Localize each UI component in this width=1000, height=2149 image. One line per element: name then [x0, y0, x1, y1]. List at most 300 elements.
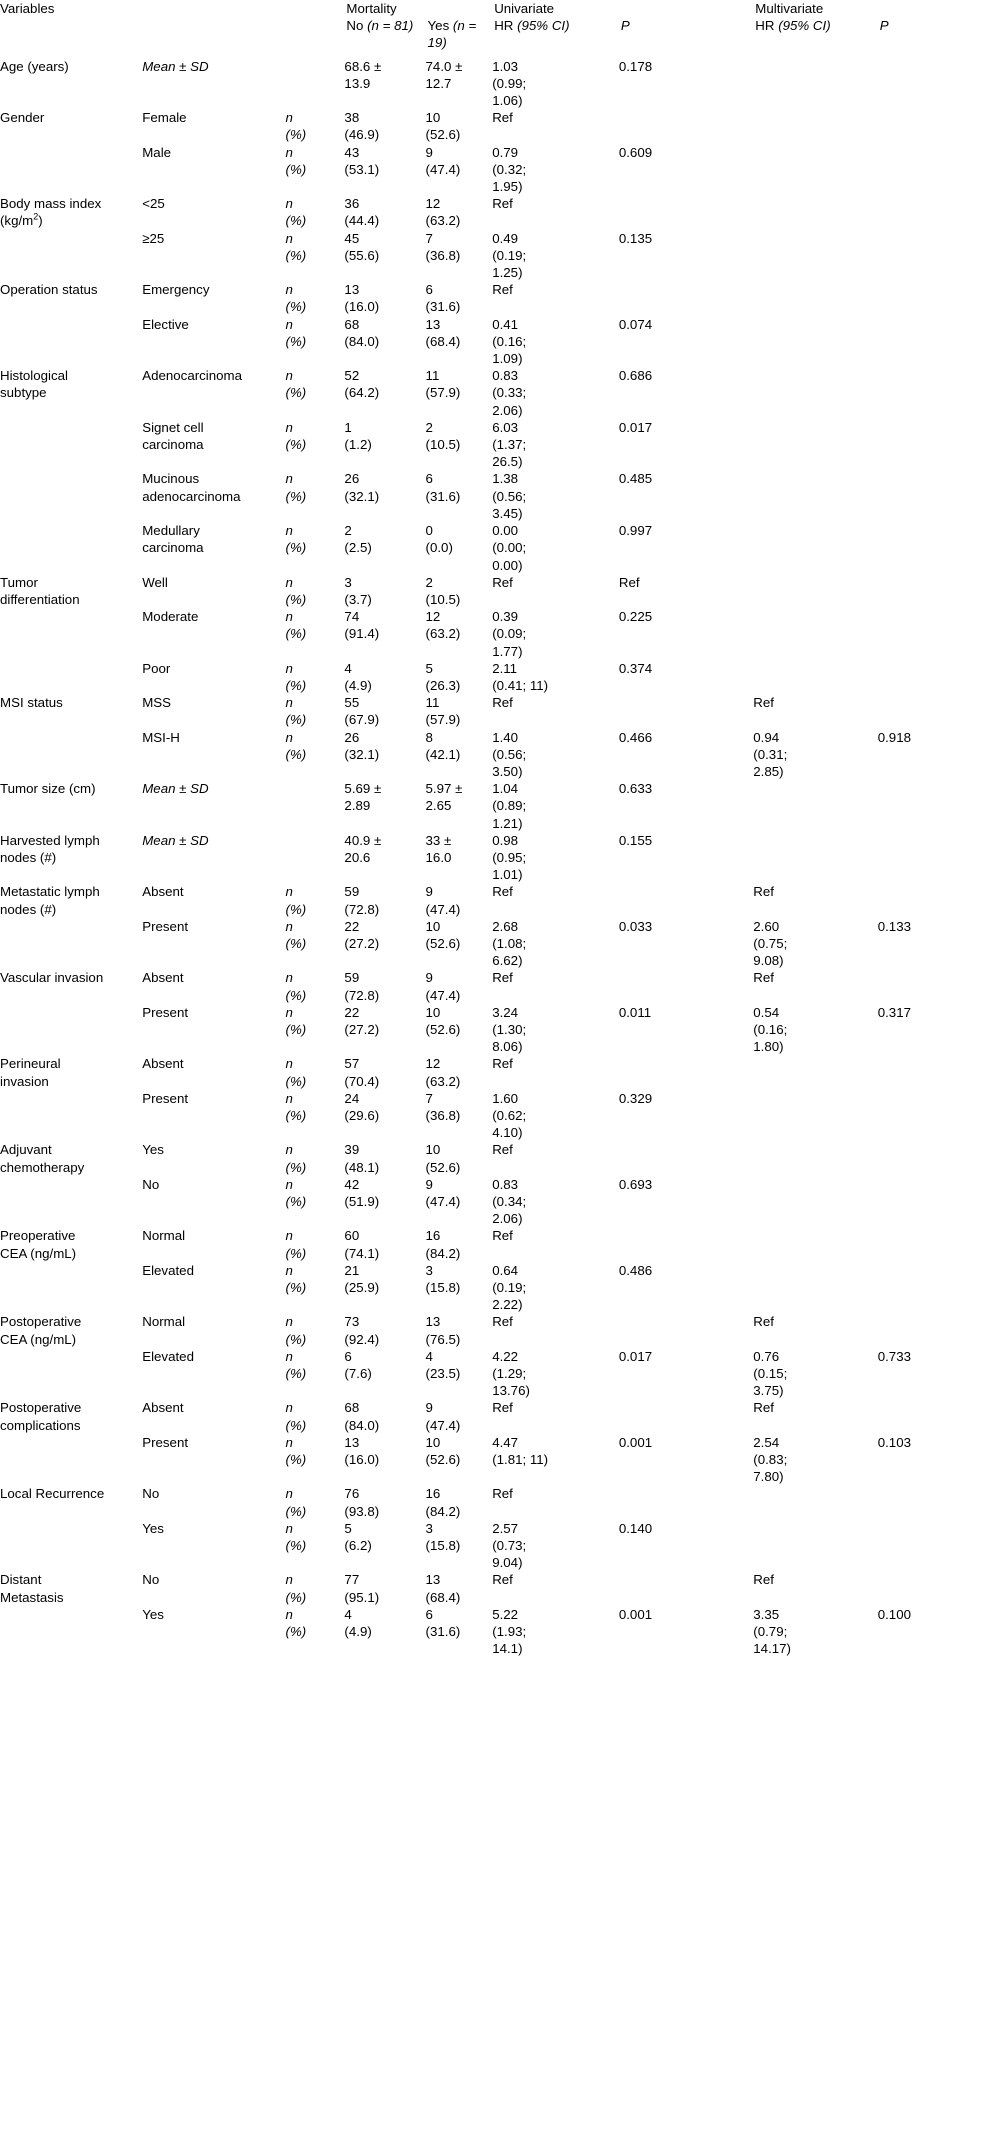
table-row-cont [0, 539, 1000, 556]
cell-multivariate-ci-lo [753, 436, 877, 453]
row-variable-name-line2 [0, 1365, 142, 1382]
row-spacer-mp [878, 350, 1000, 367]
cell-multivariate-p-blank [878, 436, 1000, 453]
row-variable-name: Local Recurrence [0, 1486, 105, 1502]
row-stat-label-n: n [285, 1400, 293, 1416]
table-row-cont [0, 1503, 1000, 1520]
row-stat-label-pct: (%) [285, 1108, 307, 1123]
row-category-label: Absent [142, 970, 184, 986]
cell-univariate-p: 0.140 [618, 1520, 653, 1536]
row-stat-label-n: n [285, 1520, 293, 1536]
cell-univariate-ci-hi: 3.45) [492, 505, 523, 521]
cell-multivariate-hr: Ref [753, 970, 774, 986]
cell-mortality-yes: 12 [425, 196, 441, 212]
cell-univariate-ci-lo: (0.09; [492, 626, 527, 642]
row-spacer-var [0, 402, 142, 419]
row-variable-name-line2 [0, 161, 142, 178]
row-variable-name [0, 1606, 142, 1623]
cell-mortality-yes-pct: (42.1) [425, 746, 461, 762]
row-spacer-mp [878, 1468, 1000, 1485]
header-univariate-hr-label: HR [494, 18, 518, 34]
cell-univariate-hr: Ref [492, 574, 513, 590]
cell-univariate-hr: 5.22 [492, 1606, 519, 1622]
cell-mortality-no: 38 [344, 110, 360, 126]
row-spacer-stat [286, 763, 345, 780]
cell-multivariate-p-blank [878, 591, 1000, 608]
table-row [0, 1348, 1000, 1365]
cell-multivariate-p [878, 1227, 1000, 1244]
row-spacer-no [344, 557, 425, 574]
row-variable-name: Operation status [0, 282, 98, 298]
cell-univariate-ci-hi: 26.5) [492, 454, 523, 470]
row-variable-name-line2 [0, 539, 142, 556]
row-stat-label-pct: (%) [285, 1624, 307, 1640]
row-spacer-var [0, 1210, 142, 1227]
row-spacer-up [619, 1382, 753, 1399]
row-spacer-stat [286, 1468, 345, 1485]
cell-univariate-ci-hi: 1.95) [492, 179, 523, 195]
row-spacer-no [344, 92, 425, 109]
row-variable-name-line2 [0, 677, 142, 694]
row-stat-label-pct: (%) [285, 1417, 307, 1433]
row-spacer-var [0, 763, 142, 780]
row-stat-label-pct: (%) [285, 901, 307, 917]
table-row-cont [0, 488, 1000, 505]
cell-mortality-no: 36 [344, 196, 360, 212]
row-stat-label-n: n [285, 144, 293, 160]
cell-univariate-ci-lo: (0.73; [492, 1538, 527, 1554]
row-variable-name: Body mass index [0, 196, 102, 212]
row-variable-name: MSI status [0, 695, 63, 711]
header-mortality-yes-label: Yes [427, 18, 453, 34]
row-stat-label-n: n [285, 110, 293, 126]
cell-univariate-p: 0.329 [618, 1090, 653, 1106]
row-variable-name [0, 608, 142, 625]
row-category-label-line2 [142, 1107, 285, 1124]
cell-univariate-ci-lo: (0.16; [492, 333, 527, 349]
cell-mortality-yes: 11 [425, 695, 440, 711]
cell-multivariate-p-blank [878, 1021, 1000, 1038]
table-row-cont [0, 1107, 1000, 1124]
row-spacer-var [0, 1468, 142, 1485]
cell-mortality-yes-pct: (52.6) [425, 1452, 461, 1468]
cell-univariate-ci-hi: 8.06) [492, 1039, 523, 1055]
cell-univariate-p [619, 281, 753, 298]
row-stat-label-pct: (%) [285, 935, 307, 951]
row-stat-label-pct: (%) [285, 746, 307, 762]
cell-mortality-no: 68 [344, 316, 360, 332]
cell-univariate-ci-lo [492, 1503, 619, 1520]
cell-multivariate-ci-lo [753, 1159, 877, 1176]
row-spacer-mp [878, 1640, 1000, 1657]
row-spacer-stat [286, 350, 345, 367]
cell-multivariate-ci-lo [753, 298, 877, 315]
cell-univariate-p [619, 1227, 753, 1244]
cell-multivariate-hr: 0.76 [753, 1348, 780, 1364]
cell-univariate-p-blank [619, 1073, 753, 1090]
cell-multivariate-ci-hi [753, 402, 877, 419]
cell-univariate-hr: 0.39 [492, 609, 519, 625]
table-row-cont [0, 75, 1000, 92]
cell-multivariate-ci-hi [753, 505, 877, 522]
cell-multivariate-ci-hi [753, 557, 877, 574]
cell-mortality-yes: 16 [425, 1486, 441, 1502]
table-footer [0, 1658, 1000, 1702]
cell-multivariate-ci-lo [753, 539, 877, 556]
header-univariate-hr [492, 17, 619, 57]
cell-univariate-p-blank [619, 797, 753, 814]
cell-univariate-hr: 0.98 [492, 832, 519, 848]
row-stat-label-pct [286, 75, 345, 92]
row-spacer-yes [426, 1124, 493, 1141]
cell-mortality-no: 26 [344, 729, 360, 745]
cell-univariate-p: 0.033 [618, 918, 653, 934]
row-spacer-no [344, 866, 425, 883]
row-stat-label-n: n [285, 316, 293, 332]
row-category-label: Present [142, 1434, 189, 1450]
row-spacer-var [0, 1296, 142, 1313]
cell-univariate-hr: Ref [492, 695, 513, 711]
cell-multivariate-p [878, 1571, 1000, 1588]
cell-univariate-hr: 1.40 [492, 729, 519, 745]
row-spacer-var [0, 453, 142, 470]
cell-univariate-p [619, 883, 753, 900]
cell-multivariate-ci-hi [753, 453, 877, 470]
cell-univariate-ci-hi: 6.62) [492, 953, 523, 969]
row-category-label-line2 [142, 1331, 285, 1348]
cell-mortality-no: 26 [344, 471, 360, 487]
cell-multivariate-hr: Ref [753, 1572, 774, 1588]
cell-mortality-no-pct: (64.2) [344, 385, 380, 401]
cell-multivariate-hr [753, 1090, 877, 1107]
cell-mortality-yes: 9 [425, 884, 433, 900]
row-variable-name [0, 522, 142, 539]
cell-multivariate-p-blank [878, 539, 1000, 556]
cell-univariate-p: 0.074 [618, 316, 653, 332]
cell-mortality-no: 5 [344, 1520, 352, 1536]
cell-univariate-p-blank [619, 247, 753, 264]
cell-multivariate-hr [753, 1485, 877, 1502]
cell-mortality-yes: 33 ± [425, 832, 452, 848]
cell-multivariate-p: 0.733 [877, 1348, 911, 1364]
cell-univariate-p: 0.225 [618, 609, 653, 625]
cell-multivariate-hr [753, 144, 877, 161]
row-category-label: Adenocarcinoma [142, 368, 243, 384]
table-row-cont [0, 797, 1000, 814]
row-stat-label-pct: (%) [285, 299, 307, 315]
row-category-label: No [142, 1486, 160, 1502]
table-row-cont2 [0, 1038, 1000, 1055]
row-category-label: Well [142, 574, 168, 590]
cell-univariate-ci-lo: (0.56; [492, 488, 527, 504]
row-stat-label-n: n [285, 729, 293, 745]
row-spacer-no [344, 402, 425, 419]
row-variable-name [0, 918, 142, 935]
table-body [0, 58, 1000, 1658]
table-row [0, 144, 1000, 161]
row-spacer-no [344, 178, 425, 195]
cell-multivariate-ci-lo [753, 1417, 877, 1434]
cell-multivariate-ci-lo [753, 987, 877, 1004]
cell-mortality-no-pct: (51.9) [344, 1194, 380, 1210]
cell-univariate-ci-lo: (0.56; [492, 746, 527, 762]
table-row-cont [0, 746, 1000, 763]
cell-mortality-yes: 9 [425, 144, 433, 160]
row-variable-name [0, 144, 142, 161]
row-stat-label-n: n [285, 574, 293, 590]
cell-multivariate-p-blank [878, 247, 1000, 264]
cell-multivariate-p: 0.133 [877, 918, 911, 934]
table-row-cont2 [0, 453, 1000, 470]
row-spacer-cat [142, 1038, 285, 1055]
cell-multivariate-p-blank [878, 711, 1000, 728]
cell-univariate-p: 0.609 [618, 144, 653, 160]
cell-mortality-no: 76 [344, 1486, 360, 1502]
cell-univariate-hr: 4.22 [492, 1348, 519, 1364]
row-category-label-line2 [142, 247, 285, 264]
cell-mortality-yes-pct: (47.4) [425, 161, 461, 177]
row-spacer-mp [878, 92, 1000, 109]
table-row-cont [0, 126, 1000, 143]
cell-univariate-p: 0.693 [618, 1176, 653, 1192]
row-spacer-up [619, 763, 753, 780]
cell-mortality-yes-pct: (36.8) [425, 247, 461, 263]
row-variable-name-line2 [0, 797, 142, 814]
cell-univariate-p [619, 109, 753, 126]
row-variable-name-line2: complications [0, 1417, 81, 1433]
cell-univariate-p: 0.017 [618, 419, 653, 435]
cell-mortality-no-pct: 2.89 [344, 798, 371, 814]
table-row-cont2 [0, 1210, 1000, 1227]
cell-multivariate-p-blank [878, 1245, 1000, 1262]
cell-univariate-p [619, 195, 753, 212]
table-row-cont2 [0, 178, 1000, 195]
cell-multivariate-ci-lo [753, 591, 877, 608]
cell-mortality-yes: 10 [425, 918, 441, 934]
cell-multivariate-p-blank [878, 935, 1000, 952]
row-stat-label-n: n [285, 1004, 293, 1020]
cell-multivariate-p [878, 660, 1000, 677]
row-category-label-line2 [142, 591, 285, 608]
row-variable-name-line2 [0, 436, 142, 453]
cell-multivariate-hr [753, 574, 877, 591]
cell-multivariate-ci-hi: 7.80) [753, 1469, 784, 1485]
cell-univariate-ci-lo: (0.41; 11) [492, 677, 549, 693]
row-category-label: Mean ± SD [142, 781, 209, 797]
cell-mortality-yes-pct: (63.2) [425, 213, 461, 229]
cell-multivariate-ci-lo: (0.31; [753, 746, 788, 762]
row-spacer-yes [426, 350, 493, 367]
cell-mortality-no-pct: (27.2) [344, 1021, 380, 1037]
cell-multivariate-p [878, 574, 1000, 591]
row-spacer-no [344, 453, 425, 470]
row-stat-label-pct: (%) [285, 677, 307, 693]
cell-mortality-yes: 6 [425, 1606, 433, 1622]
cell-multivariate-p [878, 969, 1000, 986]
row-spacer-cat [142, 1468, 285, 1485]
cell-mortality-no: 59 [344, 970, 360, 986]
table-row [0, 281, 1000, 298]
row-category-label-line2 [142, 1537, 285, 1554]
row-spacer-stat [286, 453, 345, 470]
cell-univariate-ci-hi: 9.04) [492, 1555, 523, 1571]
cell-univariate-hr: Ref [492, 1400, 513, 1416]
cell-multivariate-ci-hi [753, 264, 877, 281]
cell-multivariate-hr [753, 832, 877, 849]
cell-univariate-p: 0.486 [618, 1262, 653, 1278]
cell-mortality-no: 22 [344, 1004, 360, 1020]
cell-multivariate-p-blank [878, 126, 1000, 143]
table-row-cont [0, 1365, 1000, 1382]
cell-univariate-p: 0.178 [618, 58, 653, 74]
cell-univariate-ci-hi: 1.77) [492, 643, 523, 659]
row-spacer-stat [286, 643, 345, 660]
cell-multivariate-p-blank [878, 333, 1000, 350]
table-row-cont [0, 987, 1000, 1004]
cell-multivariate-hr: Ref [753, 1400, 774, 1416]
row-variable-name [0, 230, 142, 247]
cell-mortality-no: 60 [344, 1228, 360, 1244]
cell-multivariate-ci-lo [753, 797, 877, 814]
cell-multivariate-p-blank [878, 212, 1000, 229]
cell-multivariate-p [878, 1313, 1000, 1330]
row-category-label: Poor [142, 660, 171, 676]
row-variable-name-line2 [0, 1021, 142, 1038]
header-variables: Variables [0, 1, 55, 16]
row-spacer-mp [878, 1038, 1000, 1055]
cell-multivariate-p [878, 144, 1000, 161]
cell-mortality-no-pct: (93.8) [344, 1503, 380, 1519]
row-spacer-mp [878, 1554, 1000, 1571]
cell-mortality-yes: 5 [425, 660, 433, 676]
row-category-label: Yes [142, 1520, 164, 1536]
cell-mortality-yes-pct: (15.8) [425, 1538, 461, 1554]
row-stat-label-pct: (%) [285, 987, 307, 1003]
cell-mortality-yes-pct: (10.5) [425, 591, 461, 607]
row-category-label-line2 [142, 333, 285, 350]
row-spacer-mp [878, 763, 1000, 780]
row-variable-name-line2 [0, 298, 142, 315]
cell-multivariate-p [878, 367, 1000, 384]
row-variable-name [0, 1348, 142, 1365]
cell-mortality-yes-pct: (52.6) [425, 127, 461, 143]
cell-univariate-ci-lo: (0.34; [492, 1194, 527, 1210]
header-univariate-hr-ci: (95% CI) [517, 18, 570, 34]
cell-multivariate-hr [753, 1227, 877, 1244]
row-spacer-yes [426, 1296, 493, 1313]
row-spacer-cat [142, 350, 285, 367]
row-variable-name-line2 [0, 75, 142, 92]
row-stat-label-n: n [285, 523, 293, 539]
cell-multivariate-hr: Ref [753, 884, 774, 900]
row-variable-name [0, 419, 142, 436]
row-stat-label-n: n [285, 368, 293, 384]
cell-multivariate-p [878, 883, 1000, 900]
header-mortality-no-n: (n = 81) [367, 18, 414, 34]
cell-univariate-ci-hi: 1.25) [492, 265, 523, 281]
cell-univariate-ci-hi: 1.21) [492, 815, 523, 831]
row-stat-label-n: n [285, 419, 293, 435]
cell-multivariate-p [878, 419, 1000, 436]
row-variable-name [0, 1434, 142, 1451]
row-spacer-yes [426, 1554, 493, 1571]
table-row [0, 1262, 1000, 1279]
cell-univariate-p-blank [619, 1159, 753, 1176]
cell-multivariate-p-blank [878, 1193, 1000, 1210]
cell-univariate-hr: 6.03 [492, 419, 519, 435]
row-spacer-up [619, 1124, 753, 1141]
row-variable-name: Distant [0, 1572, 42, 1588]
row-spacer-no [344, 952, 425, 969]
cell-multivariate-ci-hi [753, 92, 877, 109]
row-stat-label-pct: (%) [285, 247, 307, 263]
row-spacer-mp [878, 866, 1000, 883]
row-category-label-line2 [142, 1245, 285, 1262]
header-mortality-no-label: No [346, 18, 368, 34]
cell-univariate-p-blank [619, 1503, 753, 1520]
cell-univariate-hr: Ref [492, 110, 513, 126]
cell-mortality-no: 13 [344, 1434, 360, 1450]
header-multivariate-p: P [879, 18, 889, 34]
cell-mortality-no: 68 [344, 1400, 360, 1416]
cell-mortality-no-pct: (3.7) [344, 591, 372, 607]
row-stat-label-n: n [285, 695, 293, 711]
row-stat-label-n: n [285, 196, 293, 212]
cell-mortality-yes: 2 [425, 574, 433, 590]
row-category-label-line2 [142, 987, 285, 1004]
cell-univariate-p-blank [619, 746, 753, 763]
cell-mortality-no-pct: (70.4) [344, 1073, 380, 1089]
cell-multivariate-p-blank [878, 987, 1000, 1004]
table-row-cont [0, 1537, 1000, 1554]
row-spacer-cat [142, 1640, 285, 1657]
table-row-cont [0, 849, 1000, 866]
table-row [0, 1485, 1000, 1502]
cell-univariate-p [619, 1055, 753, 1072]
cell-univariate-hr: 0.83 [492, 1176, 519, 1192]
table-row [0, 1571, 1000, 1588]
row-category-label: Yes [142, 1606, 164, 1622]
cell-multivariate-p [878, 195, 1000, 212]
table-row [0, 832, 1000, 849]
row-variable-name [0, 316, 142, 333]
row-variable-name: Metastatic lymph [0, 884, 100, 900]
cell-mortality-yes-pct: (47.4) [425, 1417, 461, 1433]
table-row [0, 1606, 1000, 1623]
cell-univariate-p-blank [619, 711, 753, 728]
row-stat-label-n: n [285, 1142, 293, 1158]
row-variable-name [0, 1520, 142, 1537]
cell-mortality-no: 52 [344, 368, 360, 384]
cell-univariate-p-blank [619, 1589, 753, 1606]
row-category-label: MSI-H [142, 729, 180, 745]
cell-multivariate-ci-lo [753, 333, 877, 350]
cell-mortality-no-pct: (91.4) [344, 626, 380, 642]
row-stat-label-pct: (%) [285, 1452, 307, 1468]
cell-multivariate-hr [753, 470, 877, 487]
cell-univariate-ci-lo: (0.99; [492, 75, 527, 91]
table-row-cont [0, 1021, 1000, 1038]
cell-mortality-yes: 16 [425, 1228, 441, 1244]
cell-multivariate-ci-lo [753, 1503, 877, 1520]
cell-univariate-p [619, 1485, 753, 1502]
cell-multivariate-ci-lo [753, 488, 877, 505]
cell-univariate-ci-lo [492, 591, 619, 608]
cell-univariate-hr: 1.03 [492, 58, 519, 74]
row-variable-name-line2 [0, 247, 142, 264]
cell-mortality-no-pct: (6.2) [344, 1538, 372, 1554]
row-variable-name: Postoperative [0, 1400, 82, 1416]
